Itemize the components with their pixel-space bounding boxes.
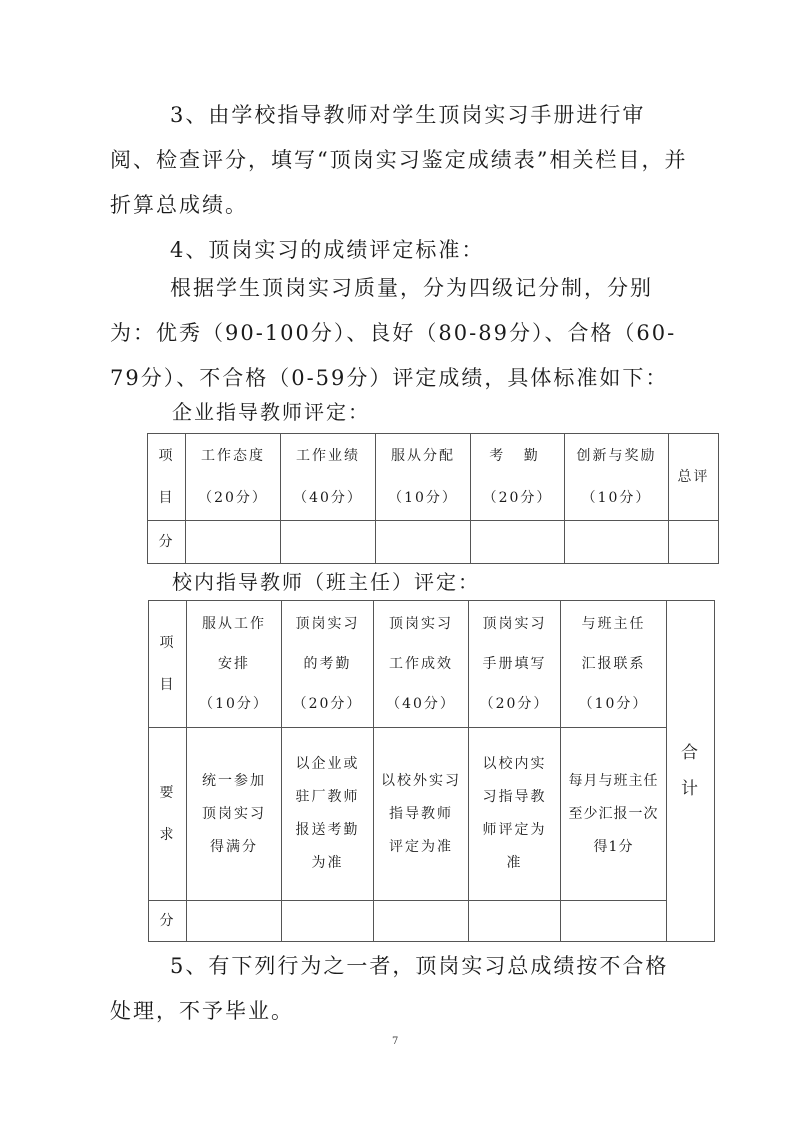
- score-cell: [186, 521, 281, 564]
- paragraph-5: 5、有下列行为之一者，顶岗实习总成绩按不合格处理，不予毕业。: [110, 954, 669, 1023]
- total-header: 合 计: [667, 601, 715, 942]
- row-label-score: 分: [148, 521, 186, 564]
- column-header: 服从工作 安排 （10分）: [187, 601, 282, 728]
- total-header: 总评: [669, 434, 719, 521]
- page-number: 7: [392, 1036, 399, 1047]
- row-label-item: 项 目: [149, 601, 187, 728]
- column-header: 创新与奖励 （10分）: [565, 434, 669, 521]
- score-cell: [282, 901, 374, 942]
- column-header: 工作业绩 （40分）: [281, 434, 376, 521]
- paragraph-4-standards: 根据学生顶岗实习质量，分为四级记分制，分别为：优秀（90-100分）、良好（80-89分）、合格（60-79分）、不合格（0-59分）评定成绩，具体标准如下：: [110, 276, 677, 390]
- row-label-score: 分: [149, 901, 187, 942]
- school-evaluation-table: [148, 600, 715, 942]
- enterprise-evaluation-table: [147, 433, 719, 564]
- column-header: 顶岗实习 工作成效 （40分）: [374, 601, 469, 728]
- requirement-cell: 以企业或 驻厂教师 报送考勤 为准: [282, 728, 374, 901]
- paragraph-4: 4、顶岗实习的成绩评定标准：: [170, 238, 485, 262]
- score-cell: [471, 521, 565, 564]
- column-header: 顶岗实习 手册填写 （20分）: [469, 601, 561, 728]
- requirement-cell: 以校内实 习指导教 师评定为 准: [469, 728, 561, 901]
- score-cell: [376, 521, 471, 564]
- column-header: 服从分配 （10分）: [376, 434, 471, 521]
- row-label-requirement: 要 求: [149, 728, 187, 901]
- row-label-item: 项 目: [148, 434, 186, 521]
- table2-caption: 校内指导教师（班主任）评定：: [172, 570, 480, 594]
- paragraph-3: 3、由学校指导教师对学生顶岗实习手册进行审阅、检查评分，填写“顶岗实习鉴定成绩表”相关栏目，并折算总成绩。: [110, 103, 688, 217]
- requirement-cell: 以校外实习 指导教师 评定为准: [374, 728, 469, 901]
- score-cell: [669, 521, 719, 564]
- column-header: 考 勤 （20分）: [471, 434, 565, 521]
- table1-caption: 企业指导教师评定：: [172, 400, 370, 424]
- score-cell: [374, 901, 469, 942]
- requirement-cell: 统一参加 顶岗实习 得满分: [187, 728, 282, 901]
- requirement-cell: 每月与班主任 至少汇报一次 得1分: [561, 728, 667, 901]
- score-cell: [469, 901, 561, 942]
- score-cell: [187, 901, 282, 942]
- score-cell: [281, 521, 376, 564]
- score-cell: [565, 521, 669, 564]
- column-header: 工作态度 （20分）: [186, 434, 281, 521]
- column-header: 顶岗实习 的考勤 （20分）: [282, 601, 374, 728]
- score-cell: [561, 901, 667, 942]
- column-header: 与班主任 汇报联系 （10分）: [561, 601, 667, 728]
